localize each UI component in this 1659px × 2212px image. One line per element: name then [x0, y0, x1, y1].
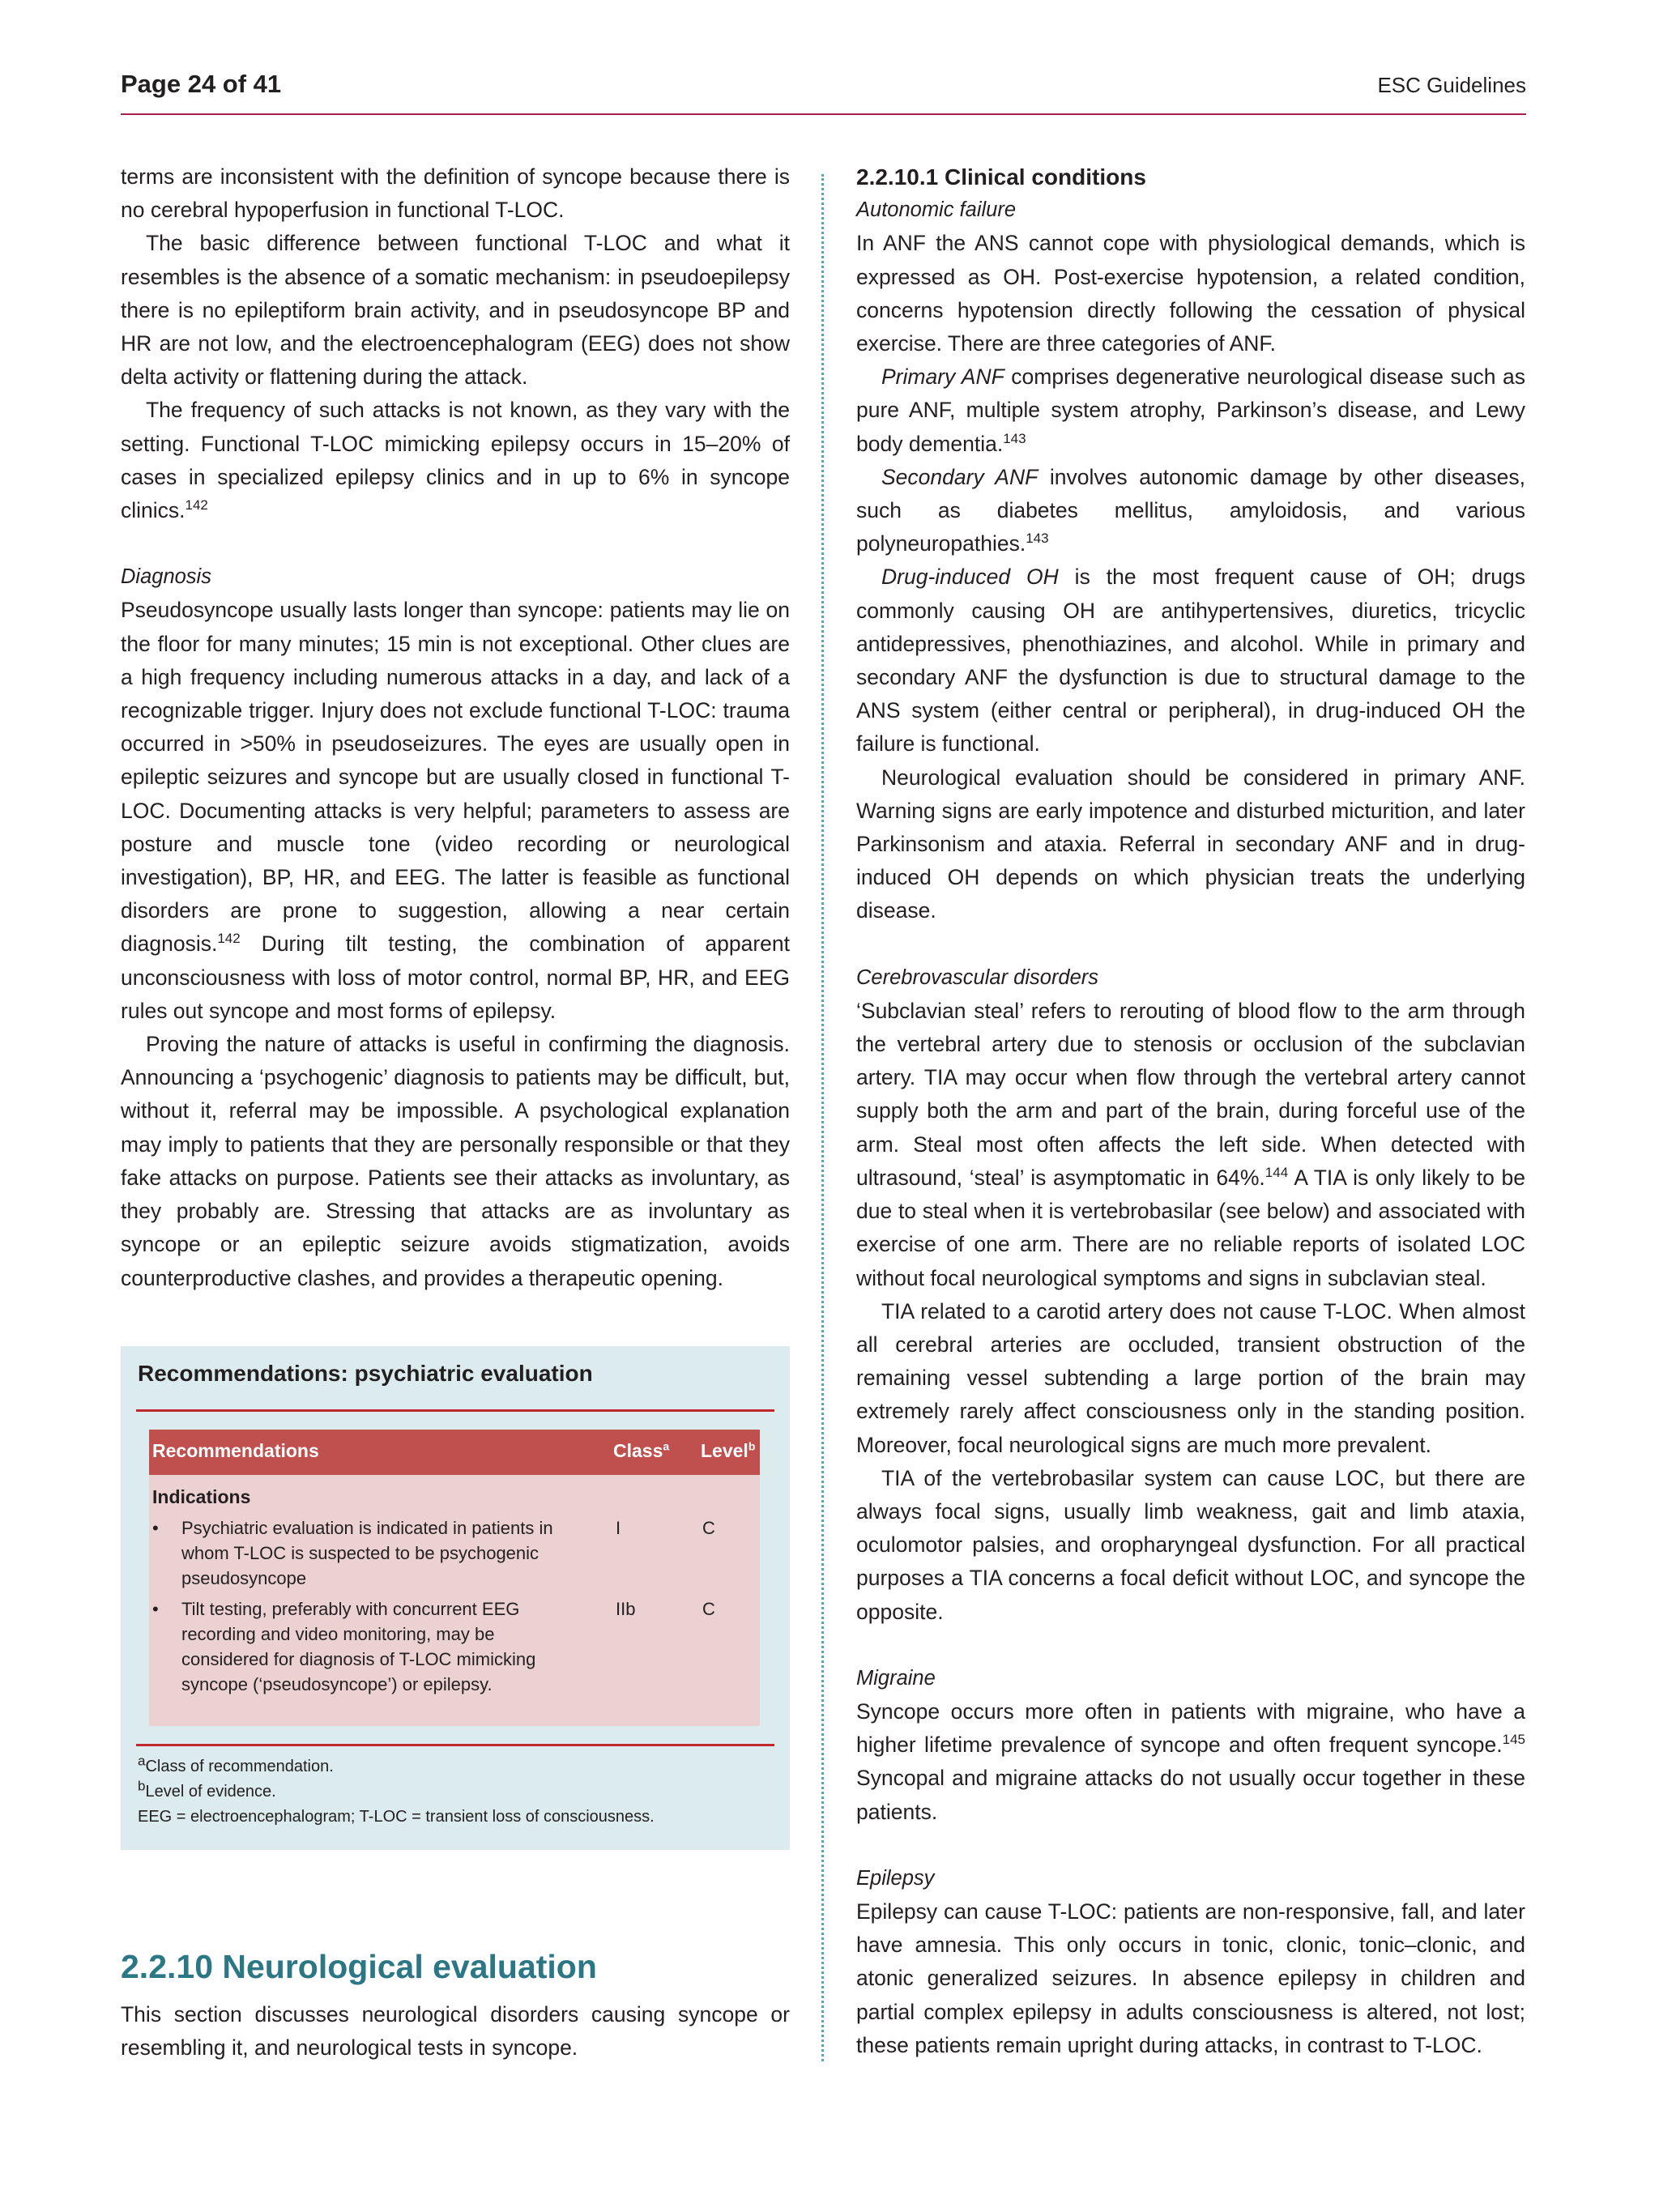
paragraph-text: The frequency of such attacks is not known, as they vary with the setting. Functional T-LOC mimicking epilepsy occurs in 15–20% of cases in specialized epilepsy clinics and in up to 6% in syncope clinics. [121, 398, 790, 523]
paragraph: Proving the nature of attacks is useful in confirming the diagnosis. Announcing a ‘psychogenic’ diagnosis to patients may be difficult, but, without it, referral may be impossible. A psychological explanation may imply to patients that they are personally responsible or that they fake attacks on purpose. Patients see their attacks as involuntary, as they probably are. Stressing that attacks are as involuntary as syncope or an epileptic seizure avoids stigmatization, avoids counterproductive clashes, and provides a therapeutic opening. [121, 1032, 790, 1290]
running-head: ESC Guidelines [1377, 73, 1526, 97]
recommendation-class: IIb [616, 1599, 636, 1619]
reference-number: 144 [1265, 1165, 1289, 1181]
recommendation-level: C [702, 1518, 715, 1538]
recommendation-text: Tilt testing, preferably with concurrent EEG recording and video monitoring, may be considered for diagnosis of T-LOC mimicking syncope (‘pseudosyncope’) or epilepsy. [181, 1599, 536, 1694]
paragraph: Primary ANF comprises degenerative neurological disease such as pure ANF, multiple system atrophy, Parkinson’s disease, and Lewy body dementia.$^{143}$ [856, 364, 1525, 456]
table-footnotes [138, 1754, 655, 1830]
paragraph: In ANF the ANS cannot cope with physiological demands, which is expressed as OH. Post-exercise hypotension, a related condition, concerns hypotension directly following the cessation of physical exercise. There are three categories of ANF. [856, 231, 1525, 356]
subsection-heading-diagnosis: Diagnosis [121, 565, 211, 589]
paragraph: terms are inconsistent with the definition of syncope because there is no cerebral hypoperfusion in functional T-LOC. [121, 164, 790, 223]
paragraph: Drug-induced OH is the most frequent cause of OH; drugs commonly causing OH are antihypertensives, diuretics, tricyclic antidepressives, phenothiazines, and alcohol. While in primary and secondary ANF the dysfunction is due to structural damage to the ANS system (either central or peripheral), in drug-induced OH the failure is functional. [856, 565, 1525, 757]
page-number: Page 24 of 41 [121, 70, 282, 98]
footnote-level: $^b$Level of evidence. [138, 1778, 276, 1801]
paragraph: ‘Subclavian steal’ refers to rerouting of blood flow to the arm through the vertebral artery due to stenosis or occlusion of the subclavian artery. TIA may occur when flow through the vertebral artery cannot supply both the arm and part of the brain, during forceful use of the arm. Steal most often affects the left side. When detected with ultrasound, ‘steal’ is asymptomatic in 64%.$^{144}$ A TIA is only likely to be due to steal when it is vertebrobasilar (see below) and associated with exercise of one arm. There are no reliable reports of isolated LOC without focal neurological symptoms and signs in subclavian steal. [856, 998, 1525, 1290]
bullet-icon: • [152, 1518, 159, 1538]
subsection-heading-autonomic: Autonomic failure [856, 198, 1017, 222]
left-column [121, 160, 790, 1295]
recommendations-box [121, 1346, 790, 1850]
table-header [149, 1430, 760, 1475]
paragraph: Epilepsy can cause T-LOC: patients are non-responsive, fall, and later have amnesia. This only occurs in tonic, clonic, tonic–clonic, and atonic generalized seizures. In absence epilepsy in children and partial complex epilepsy in adults consciousness is altered, not lost; these patients remain upright during attacks, in contrast to T-LOC. [856, 1899, 1525, 2057]
recommendations-table-frame [136, 1409, 774, 1746]
reference-number: 143 [1026, 531, 1049, 547]
header-level: Level$^b$ [701, 1439, 756, 1461]
paragraph: Secondary ANF involves autonomic damage by other diseases, such as diabetes mellitus, amyloidosis, and various polyneuropathies.$^{143}$ [856, 464, 1525, 556]
paragraph: Neurological evaluation should be considered in primary ANF. Warning signs are early impotence and disturbed micturition, and later Parkinsonism and ataxia. Referral in secondary ANF and in drug-induced OH depends on which physician treats the underlying disease. [856, 765, 1525, 923]
right-column [856, 160, 1525, 2062]
paragraph [121, 594, 790, 1028]
paragraph: TIA related to a carotid artery does not cause T-LOC. When almost all cerebral arteries are occluded, transient obstruction of the remaining vessel subtending a large portion of the brain may extremely rarely affect consciousness only in the standing position. Moreover, focal neurological signs are much more prevalent. [856, 1298, 1525, 1457]
bullet-icon: • [152, 1599, 159, 1619]
term-label: Secondary ANF [881, 464, 1038, 489]
term-label: Primary ANF [881, 364, 1004, 390]
recommendation-text: Psychiatric evaluation is indicated in patients in whom T-LOC is suspected to be psychogenic pseudosyncope [181, 1518, 553, 1588]
footnote-abbreviations: EEG = electroencephalogram; T-LOC = transient loss of consciousness. [138, 1808, 655, 1826]
footnote-class: $^a$Class of recommendation. [138, 1753, 334, 1775]
reference-number: 142 [185, 497, 208, 514]
recommendation-level: C [702, 1599, 715, 1619]
subsection-heading-migraine: Migraine [856, 1666, 936, 1690]
recommendations-table [149, 1430, 760, 1726]
paragraph-text: During tilt testing, the combination of apparent unconsciousness with loss of motor control, normal BP, HR, and EEG rules out syncope and most forms of epilepsy. [121, 931, 790, 1023]
recommendations-title: Recommendations: psychiatric evaluation [138, 1361, 593, 1386]
reference-number: 142 [217, 931, 241, 947]
reference-number: 143 [1003, 430, 1026, 446]
page-header [121, 65, 1526, 115]
paragraph: The basic difference between functional T-LOC and what it resembles is the absence of a somatic mechanism: in pseudoepilepsy there is no epileptiform brain activity, and in pseudosyncope BP and HR are not low, and the electroencephalogram (EEG) does not show delta activity or flattening during the attack. [121, 231, 790, 390]
table-section-indications: Indications [152, 1486, 251, 1507]
paragraph: TIA of the vertebrobasilar system can cause LOC, but there are always focal signs, usually limb weakness, gait and limb ataxia, oculomotor palsies, and oropharyngeal dysfunction. For all practical purposes a TIA concerns a focal deficit without LOC, and syncope the opposite. [856, 1465, 1525, 1624]
header-recommendations: Recommendations [152, 1440, 319, 1461]
header-class: Class$^a$ [613, 1439, 670, 1461]
paragraph: Syncope occurs more often in patients with migraine, who have a higher lifetime prevalence of syncope and often frequent syncope.$^{145}$ Syncopal and migraine attacks do not usually occur together in these patients. [856, 1698, 1525, 1824]
section-intro: This section discusses neurological disorders causing syncope or resembling it, and neurological tests in syncope. [121, 2002, 790, 2061]
recommendation-class: I [616, 1518, 621, 1538]
section-heading: 2.2.10 Neurological evaluation [121, 1948, 597, 1985]
subsection-heading-epilepsy: Epilepsy [856, 1866, 935, 1890]
paragraph [121, 394, 790, 527]
column-divider [821, 174, 824, 2061]
subsection-heading-cerebrovascular: Cerebrovascular disorders [856, 965, 1099, 989]
subsection-title: 2.2.10.1 Clinical conditions [856, 164, 1146, 190]
term-label: Drug-induced OH [881, 565, 1059, 590]
paragraph-text: Pseudosyncope usually lasts longer than syncope: patients may lie on the floor for many minutes; 15 min is not exceptional. Other clues are a high frequency including numerous attacks in a day, and lack of a recognizable trigger. Injury does not exclude functional T-LOC: trauma occurred in >50% in pseudoseizures. The eyes are usually open in epileptic seizures and syncope but are usually closed in functional T-LOC. Documenting attacks is very helpful; parameters to assess are posture and muscle tone (video recording or neurological investigation), BP, HR, and EEG. The latter is feasible as functional disorders are prone to suggestion, allowing a near certain diagnosis. [121, 598, 790, 957]
reference-number: 145 [1502, 1732, 1525, 1748]
